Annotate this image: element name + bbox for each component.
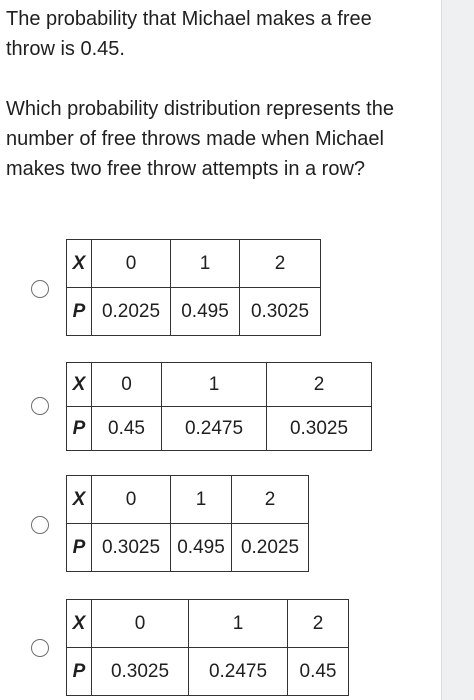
- question-prompt: Which probability distribution represents the number of free throws made when Michael makes two free throw attempts in a row?: [6, 98, 394, 180]
- x-value-cell: 0: [92, 476, 171, 524]
- p-label-cell: P: [67, 288, 92, 336]
- table-row-p: [67, 407, 372, 451]
- x-label-cell: X: [67, 363, 92, 407]
- x-value-cell: 0: [92, 363, 162, 407]
- x-value-cell: 1: [171, 476, 232, 524]
- p-value-cell: 0.495: [171, 524, 232, 572]
- p-label-cell: P: [67, 648, 92, 696]
- table-row-p: [67, 524, 309, 572]
- p-label-cell: P: [67, 524, 92, 572]
- p-value-cell: 0.2025: [92, 288, 171, 336]
- p-value-cell: 0.45: [92, 407, 162, 451]
- p-value-cell: 0.3025: [92, 648, 189, 696]
- x-value-cell: 1: [189, 600, 288, 648]
- radio-button-d[interactable]: [31, 639, 49, 657]
- table-row-x: [67, 363, 372, 407]
- distribution-table-d: [66, 599, 349, 696]
- table-row-x: [67, 240, 321, 288]
- table-row-p: [67, 288, 321, 336]
- x-value-cell: 2: [267, 363, 372, 407]
- p-value-cell: 0.495: [171, 288, 240, 336]
- radio-button-b[interactable]: [31, 397, 49, 415]
- question-text: [6, 4, 416, 184]
- x-label-cell: X: [67, 600, 92, 648]
- p-value-cell: 0.2475: [162, 407, 267, 451]
- x-value-cell: 1: [162, 363, 267, 407]
- right-side-panel: [441, 0, 474, 700]
- distribution-table-a: [66, 239, 321, 336]
- table-row-p: [67, 648, 349, 696]
- distribution-table-b: [66, 362, 372, 451]
- question-stem: The probability that Michael makes a free throw is 0.45.: [6, 8, 372, 60]
- x-value-cell: 2: [232, 476, 309, 524]
- p-label-cell: P: [67, 407, 92, 451]
- radio-button-a[interactable]: [31, 280, 49, 298]
- x-value-cell: 1: [171, 240, 240, 288]
- p-value-cell: 0.3025: [267, 407, 372, 451]
- p-value-cell: 0.3025: [240, 288, 321, 336]
- x-value-cell: 0: [92, 240, 171, 288]
- distribution-table-c: [66, 475, 309, 572]
- p-value-cell: 0.45: [288, 648, 349, 696]
- table-row-x: [67, 600, 349, 648]
- x-label-cell: X: [67, 476, 92, 524]
- p-value-cell: 0.2025: [232, 524, 309, 572]
- radio-button-c[interactable]: [31, 516, 49, 534]
- p-value-cell: 0.3025: [92, 524, 171, 572]
- x-label-cell: X: [67, 240, 92, 288]
- table-row-x: [67, 476, 309, 524]
- x-value-cell: 0: [92, 600, 189, 648]
- x-value-cell: 2: [288, 600, 349, 648]
- p-value-cell: 0.2475: [189, 648, 288, 696]
- x-value-cell: 2: [240, 240, 321, 288]
